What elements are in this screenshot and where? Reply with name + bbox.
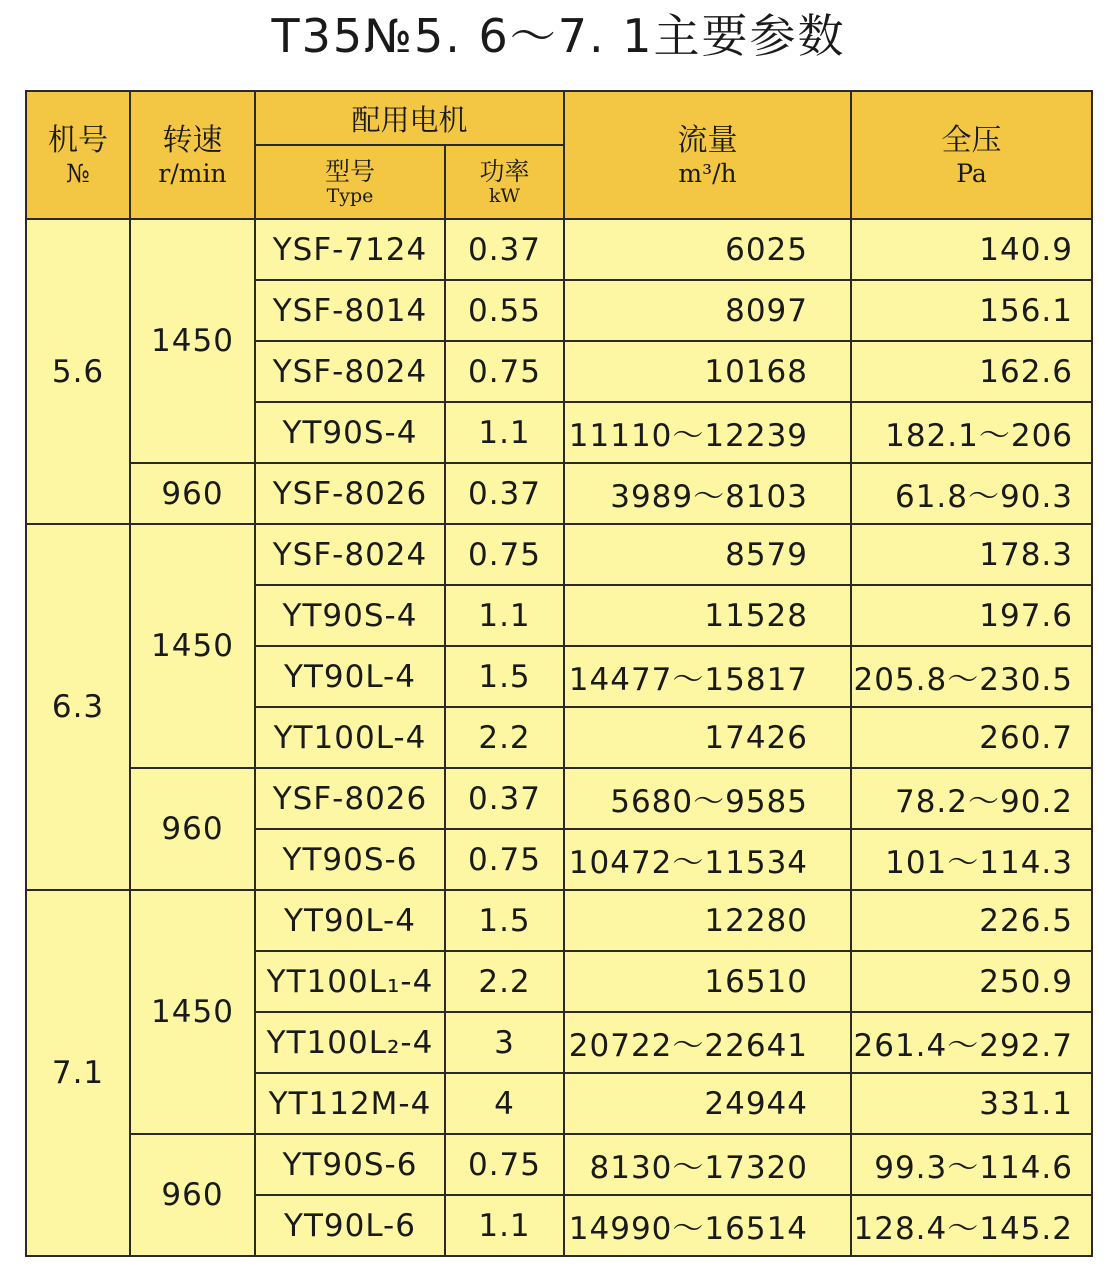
- flow-cell: 12280: [564, 890, 851, 951]
- pressure-cell: 197.6: [851, 585, 1092, 646]
- pressure-cell: 61.8～90.3: [851, 463, 1092, 524]
- speed-cell: 960: [130, 768, 255, 890]
- pressure-cell: 261.4～292.7: [851, 1012, 1092, 1073]
- motor-power-cell: 0.75: [445, 829, 564, 890]
- motor-power-cell: 1.1: [445, 402, 564, 463]
- pressure-cell: 182.1～206: [851, 402, 1092, 463]
- motor-type-cell: YT100L₂-4: [255, 1012, 445, 1073]
- table-body: [26, 219, 1092, 1256]
- flow-cell: 20722～22641: [564, 1012, 851, 1073]
- flow-cell: 3989～8103: [564, 463, 851, 524]
- pressure-cell: 331.1: [851, 1073, 1092, 1134]
- flow-cell: 8130～17320: [564, 1134, 851, 1195]
- motor-power-cell: 0.37: [445, 463, 564, 524]
- motor-power-cell: 0.75: [445, 1134, 564, 1195]
- motor-power-cell: 0.75: [445, 524, 564, 585]
- motor-type-cell: YT90S-4: [255, 585, 445, 646]
- flow-cell: 17426: [564, 707, 851, 768]
- pressure-cell: 78.2～90.2: [851, 768, 1092, 829]
- table-row: [26, 219, 1092, 280]
- motor-power-cell: 4: [445, 1073, 564, 1134]
- header-motor-power-en: kW: [488, 185, 521, 207]
- flow-cell: 11110～12239: [564, 402, 851, 463]
- flow-cell: 10472～11534: [564, 829, 851, 890]
- header-machine-no-cn: 机号: [48, 123, 108, 158]
- motor-power-cell: 1.5: [445, 890, 564, 951]
- motor-type-cell: YT112M-4: [255, 1073, 445, 1134]
- flow-cell: 24944: [564, 1073, 851, 1134]
- header-motor-type-cn: 型号: [324, 157, 375, 186]
- motor-type-cell: YSF-8014: [255, 280, 445, 341]
- motor-type-cell: YT90L-6: [255, 1195, 445, 1256]
- header-speed: [130, 91, 255, 219]
- header-speed-cn: 转速: [162, 123, 223, 158]
- table-row: [26, 524, 1092, 585]
- header-flow: [564, 91, 851, 219]
- header-pressure: [851, 91, 1092, 219]
- parameter-table: [25, 90, 1093, 1257]
- flow-cell: 8097: [564, 280, 851, 341]
- table-row: [26, 890, 1092, 951]
- pressure-cell: 178.3: [851, 524, 1092, 585]
- motor-type-cell: YSF-8024: [255, 524, 445, 585]
- speed-cell: 960: [130, 463, 255, 524]
- motor-power-cell: 3: [445, 1012, 564, 1073]
- motor-type-cell: YT90L-4: [255, 646, 445, 707]
- flow-cell: 11528: [564, 585, 851, 646]
- motor-power-cell: 0.55: [445, 280, 564, 341]
- flow-cell: 14990～16514: [564, 1195, 851, 1256]
- machine-no-cell: 6.3: [26, 524, 130, 890]
- pressure-cell: 260.7: [851, 707, 1092, 768]
- speed-cell: 1450: [130, 524, 255, 768]
- speed-cell: 1450: [130, 219, 255, 463]
- header-motor-group: 配用电机: [255, 91, 564, 145]
- motor-type-cell: YT90L-4: [255, 890, 445, 951]
- flow-cell: 14477～15817: [564, 646, 851, 707]
- machine-no-cell: 5.6: [26, 219, 130, 524]
- pressure-cell: 226.5: [851, 890, 1092, 951]
- header-speed-en: r/min: [158, 159, 227, 188]
- table-row: [26, 1134, 1092, 1195]
- pressure-cell: 250.9: [851, 951, 1092, 1012]
- speed-cell: 1450: [130, 890, 255, 1134]
- pressure-cell: 162.6: [851, 341, 1092, 402]
- header-motor-power-cn: 功率: [479, 157, 530, 186]
- flow-cell: 6025: [564, 219, 851, 280]
- motor-type-cell: YSF-8024: [255, 341, 445, 402]
- motor-type-cell: YT90S-4: [255, 402, 445, 463]
- table-row: [26, 768, 1092, 829]
- page-title: T35№5. 6～7. 1主要参数: [271, 9, 846, 63]
- speed-cell: 960: [130, 1134, 255, 1256]
- motor-power-cell: 1.5: [445, 646, 564, 707]
- motor-power-cell: 2.2: [445, 707, 564, 768]
- motor-type-cell: YT100L₁-4: [255, 951, 445, 1012]
- pressure-cell: 128.4～145.2: [851, 1195, 1092, 1256]
- motor-type-cell: YSF-8026: [255, 768, 445, 829]
- table-row: [26, 463, 1092, 524]
- flow-cell: 10168: [564, 341, 851, 402]
- header-pressure-cn: 全压: [941, 123, 1002, 158]
- header-motor-type-en: Type: [326, 185, 374, 207]
- flow-cell: 5680～9585: [564, 768, 851, 829]
- header-motor-type: [255, 145, 445, 219]
- motor-type-cell: YT90S-6: [255, 1134, 445, 1195]
- pressure-cell: 156.1: [851, 280, 1092, 341]
- motor-power-cell: 0.75: [445, 341, 564, 402]
- header-motor-power: [445, 145, 564, 219]
- header-flow-en: m³/h: [678, 159, 737, 188]
- motor-power-cell: 0.37: [445, 768, 564, 829]
- pressure-cell: 101～114.3: [851, 829, 1092, 890]
- motor-type-cell: YT100L-4: [255, 707, 445, 768]
- motor-power-cell: 0.37: [445, 219, 564, 280]
- pressure-cell: 140.9: [851, 219, 1092, 280]
- header-flow-cn: 流量: [677, 123, 738, 158]
- header-machine-no: [26, 91, 130, 219]
- pressure-cell: 205.8～230.5: [851, 646, 1092, 707]
- motor-type-cell: YT90S-6: [255, 829, 445, 890]
- flow-cell: 8579: [564, 524, 851, 585]
- pressure-cell: 99.3～114.6: [851, 1134, 1092, 1195]
- flow-cell: 16510: [564, 951, 851, 1012]
- header-machine-no-en: №: [66, 159, 90, 188]
- motor-type-cell: YSF-7124: [255, 219, 445, 280]
- machine-no-cell: 7.1: [26, 890, 130, 1256]
- motor-type-cell: YSF-8026: [255, 463, 445, 524]
- motor-power-cell: 1.1: [445, 585, 564, 646]
- motor-power-cell: 1.1: [445, 1195, 564, 1256]
- motor-power-cell: 2.2: [445, 951, 564, 1012]
- header-pressure-en: Pa: [956, 159, 987, 188]
